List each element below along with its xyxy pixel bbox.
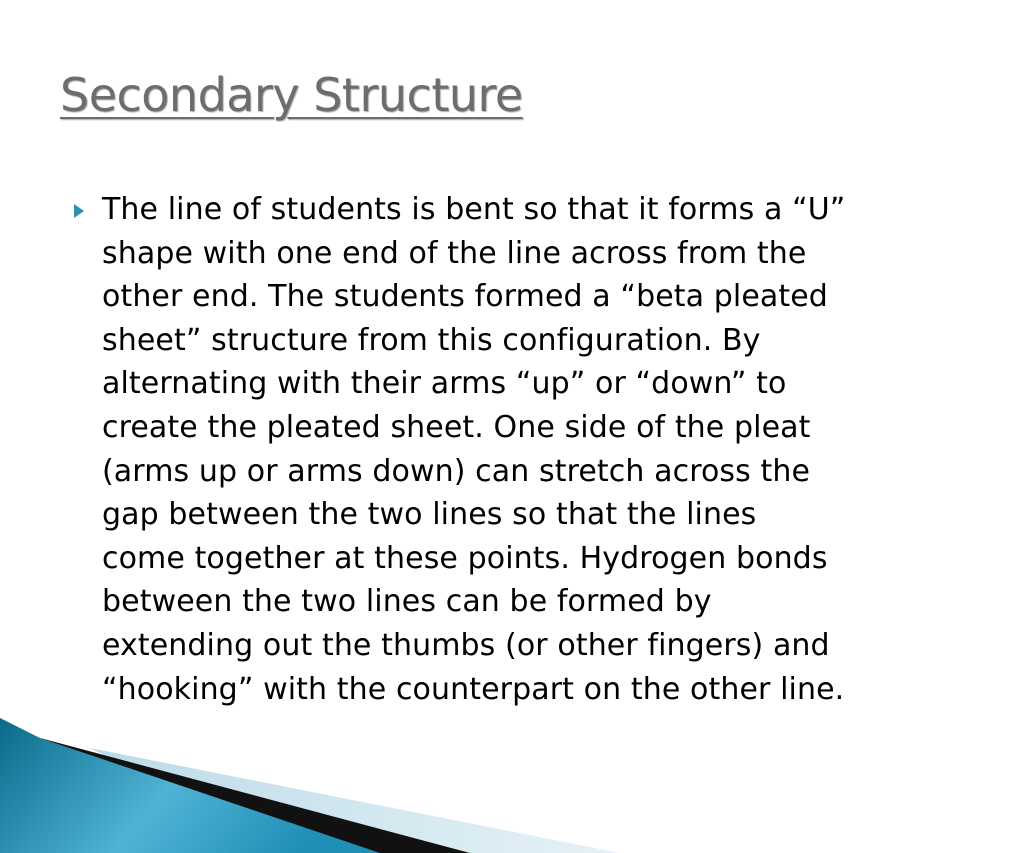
triangle-right-icon — [74, 204, 84, 218]
bullet-text: The line of students is bent so that it forms a “U” shape with one end of the line across from the other end. The students formed a “beta pleated sheet” structure from this configuration. By alternating with their arms “up” or “down” to create the pleated sheet. One side of the pleat (arms up or arms down) can stretch across the gap between the two lines so that the lines come together at these points. Hydrogen bonds between the two lines can be formed by extending out the thumbs (or other fingers) and “hooking” with the counterpart on the other line. — [102, 192, 846, 707]
corner-pale-band — [90, 748, 620, 853]
corner-blue-band — [0, 718, 380, 853]
corner-black-band — [40, 738, 470, 853]
slide-body — [70, 188, 970, 711]
slide-title: Secondary Structure — [60, 68, 523, 122]
bullet-item — [70, 188, 970, 711]
